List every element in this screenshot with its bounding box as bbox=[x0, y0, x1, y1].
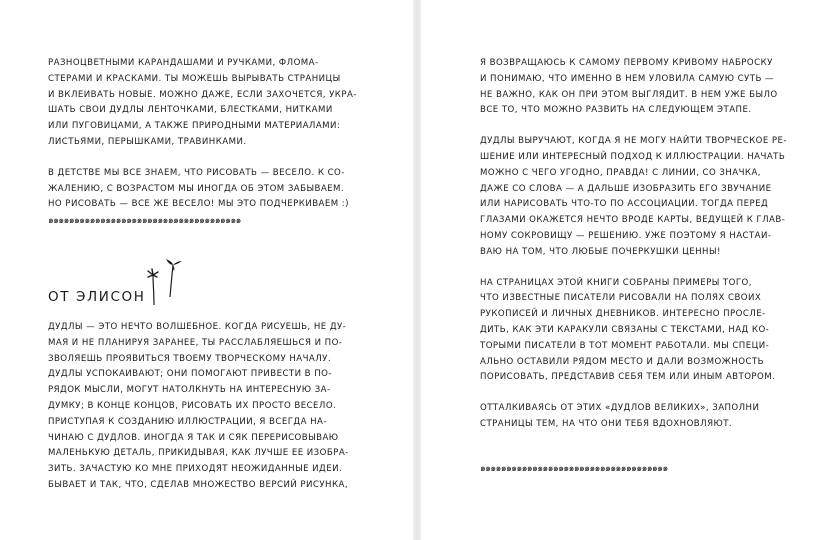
text-line: ИЛИ НАРИСОВАТЬ ЧТО-ТО ПО АССОЦИАЦИИ. ТОГДА ПЕРЕД bbox=[480, 199, 769, 210]
right-page bbox=[421, 0, 833, 540]
text-line: СТРАНИЦЫ ТЕМ, НА ЧТО ОНИ ТЕБЯ ВДОХНОВЛЯЮТ. bbox=[480, 418, 733, 429]
text-line: ОТТАЛКИВАЯСЬ ОТ ЭТИХ «ДУДЛОВ ВЕЛИКИХ», ЗАПОЛНИ bbox=[480, 403, 760, 414]
doodle-divider: ๑๑๑๑๑๑๑๑๑๑๑๑๑๑๑๑๑๑๑๑๑๑๑๑๑๑๑๑๑๑๑๑๑๑๑๑๑ bbox=[48, 216, 241, 226]
text-line: И ВКЛЕИВАТЬ НОВЫЕ. МОЖНО ДАЖЕ, ЕСЛИ ЗАХОЧЕТСЯ, УКРА- bbox=[48, 89, 357, 100]
text-line: ЛИСТЬЯМИ, ПЕРЫШКАМИ, ТРАВИНКАМИ. bbox=[48, 136, 247, 147]
text-line: ВАЮ НА ТОМ, ЧТО ЛЮБЫЕ ПОЧЕРКУШКИ ЦЕННЫ! bbox=[480, 246, 721, 257]
text-line: ДУДЛЫ УСПОКАИВАЮТ; ОНИ ПОМОГАЮТ ПРИВЕСТИ В ПО- bbox=[48, 369, 332, 380]
text-line: ШАТЬ СВОИ ДУДЛЫ ЛЕНТОЧКАМИ, БЛЕСТКАМИ, НИТКАМИ bbox=[48, 105, 333, 116]
childhood-paragraph bbox=[48, 166, 363, 213]
text-line: ШЕНИЕ ИЛИ ИНТЕРЕСНЫЙ ПОДХОД К ИЛЛЮСТРАЦИИ. НАЧАТЬ bbox=[480, 151, 786, 162]
closing-paragraph bbox=[480, 401, 785, 433]
text-line: СТЕРАМИ И КРАСКАМИ. ТЫ МОЖЕШЬ ВЫРЫВАТЬ СТРАНИЦЫ bbox=[48, 73, 341, 84]
text-line: РЯДОК МЫСЛИ, МОГУТ НАТОЛКНУТЬ НА ИНТЕРЕСНУЮ ЗА- bbox=[48, 385, 331, 396]
book-gutter bbox=[413, 0, 421, 540]
text-line: ДИТЬ, КАК ЭТИ КАРАКУЛИ СВЯЗАНЫ С ТЕКСТАМИ, НАД КО- bbox=[480, 324, 770, 335]
text-line: ПРИСТУПАЯ К СОЗДАНИЮ ИЛЛЮСТРАЦИИ, Я ВСЕГДА НА- bbox=[48, 416, 327, 427]
rescue-paragraph bbox=[480, 134, 785, 260]
text-line: ЗВОЛЯЕШЬ ПРОЯВИТЬСЯ ТВОЕМУ ТВОРЧЕСКОМУ НАЧАЛУ. bbox=[48, 353, 332, 364]
text-line: ИЛИ ПУГОВИЦАМИ, А ТАКЖЕ ПРИРОДНЫМИ МАТЕРИАЛАМИ: bbox=[48, 121, 341, 132]
text-line: МАЯ И НЕ ПЛАНИРУЯ ЗАРАНЕЕ, ТЫ РАССЛАБЛЯЕШЬСЯ И ПО- bbox=[48, 337, 343, 348]
text-line: МОЖНО С ЧЕГО УГОДНО, ПРАВДА! С ЛИНИИ, СО ЗНАЧКА, bbox=[480, 167, 761, 178]
text-line: ВСЕ ТО, ЧТО МОЖНО РАЗВИТЬ НА СЛЕДУЮЩЕМ ЭТАПЕ. bbox=[480, 105, 752, 116]
text-line: ДУДЛЫ ВЫРУЧАЮТ, КОГДА Я НЕ МОГУ НАЙТИ ТВОРЧЕСКОЕ РЕ- bbox=[480, 136, 787, 147]
text-line: ДАЖЕ СО СЛОВА — А ДАЛЬШЕ ИЗОБРАЗИТЬ ЕГО ЗВУЧАНИЕ bbox=[480, 183, 772, 194]
text-line: МАЛЕНЬКУЮ ДЕТАЛЬ, ПРИКИДЫВАЯ, КАК ЛУЧШЕ ЕЕ ИЗОБРА- bbox=[48, 448, 349, 459]
doodle-divider: ๑๑๑๑๑๑๑๑๑๑๑๑๑๑๑๑๑๑๑๑๑๑๑๑๑๑๑๑๑๑๑๑๑๑๑๑ bbox=[480, 464, 668, 474]
text-line: НА СТРАНИЦАХ ЭТОЙ КНИГИ СОБРАНЫ ПРИМЕРЫ ТОГО, bbox=[480, 277, 752, 288]
text-line: ТОРЫМИ ПИСАТЕЛИ В ТОТ МОМЕНТ РАБОТАЛИ. МЫ СПЕЦИ- bbox=[480, 340, 770, 351]
text-line: ДУДЛЫ — ЭТО НЕЧТО ВОЛШЕБНОЕ. КОГДА РИСУЕШЬ, НЕ ДУ- bbox=[48, 322, 347, 332]
text-line: АЛЬНО ОСТАВИЛИ РЯДОМ МЕСТО И ДАЛИ ВОЗМОЖНОСТЬ bbox=[480, 356, 765, 367]
text-line: БЫВАЕТ И ТАК, ЧТО, СДЕЛАВ МНОЖЕСТВО ВЕРСИЙ РИСУНКА, bbox=[48, 479, 349, 490]
text-line: ПОРИСОВАТЬ, ПРЕДСТАВИВ СЕБЯ ТЕМ ИЛИ ИНЫМ АВТОРОМ. bbox=[480, 372, 776, 383]
section-heading: ОТ ЭЛИСОН bbox=[48, 289, 146, 305]
alison-text-column bbox=[48, 320, 363, 494]
text-line: ДУМКУ; В КОНЦЕ КОНЦОВ, РИСОВАТЬ ИХ ПРОСТО ВЕСЕЛО. bbox=[48, 400, 337, 411]
text-line: ЧИНАЮ С ДУДЛОВ. ИНОГДА Я ТАК И СЯК ПЕРЕРИСОВЫВАЮ bbox=[48, 432, 339, 443]
alison-paragraph bbox=[48, 320, 363, 494]
text-line: ЧТО ИЗВЕСТНЫЕ ПИСАТЕЛИ РИСОВАЛИ НА ПОЛЯХ СВОИХ bbox=[480, 293, 762, 304]
examples-paragraph bbox=[480, 276, 785, 387]
left-text-column bbox=[48, 56, 363, 213]
right-text-column bbox=[480, 56, 785, 433]
text-line: И ПОНИМАЮ, ЧТО ИМЕННО В НЕМ УЛОВИЛА САМУЮ СУТЬ — bbox=[480, 73, 775, 84]
text-line: РУКОПИСЕЙ И ЛИЧНЫХ ДНЕВНИКОВ. ИНТЕРЕСНО ПРОСЛЕ- bbox=[480, 309, 766, 320]
left-page bbox=[0, 0, 413, 540]
text-line: В ДЕТСТВЕ МЫ ВСЕ ЗНАЕМ, ЧТО РИСОВАТЬ — ВЕСЕЛО. К СО- bbox=[48, 167, 345, 178]
text-line: ЖАЛЕНИЮ, С ВОЗРАСТОМ МЫ ИНОГДА ОБ ЭТОМ ЗАБЫВАЕМ. bbox=[48, 183, 345, 194]
text-line: Я ВОЗВРАЩАЮСЬ К САМОМУ ПЕРВОМУ КРИВОМУ НАБРОСКУ bbox=[480, 58, 773, 68]
text-line: РАЗНОЦВЕТНЫМИ КАРАНДАШАМИ И РУЧКАМИ, ФЛОМА- bbox=[48, 58, 319, 68]
text-line: ГЛАЗАМИ ОКАЖЕТСЯ НЕЧТО ВРОДЕ КАРТЫ, ВЕДУЩЕЙ К ГЛАВ- bbox=[480, 215, 786, 226]
return-paragraph bbox=[480, 56, 785, 119]
text-line: НЕ ВАЖНО, КАК ОН ПРИ ЭТОМ ВЫГЛЯДИТ. В НЕМ УЖЕ БЫЛО bbox=[480, 89, 778, 100]
text-line: ЗИТЬ. ЗАЧАСТУЮ КО МНЕ ПРИХОДЯТ НЕОЖИДАННЫЕ ИДЕИ. bbox=[48, 464, 343, 475]
text-line: НО РИСОВАТЬ — ВСЕ ЖЕ ВЕСЕЛО! МЫ ЭТО ПОДЧЕРКИВАЕМ :) bbox=[48, 199, 349, 210]
flower-doodle-icon bbox=[140, 255, 186, 307]
intro-paragraph bbox=[48, 56, 363, 151]
text-line: НОМУ СОКРОВИЩУ — РЕШЕНИЮ. УЖЕ ПОЭТОМУ Я НАСТАИ- bbox=[480, 230, 772, 241]
